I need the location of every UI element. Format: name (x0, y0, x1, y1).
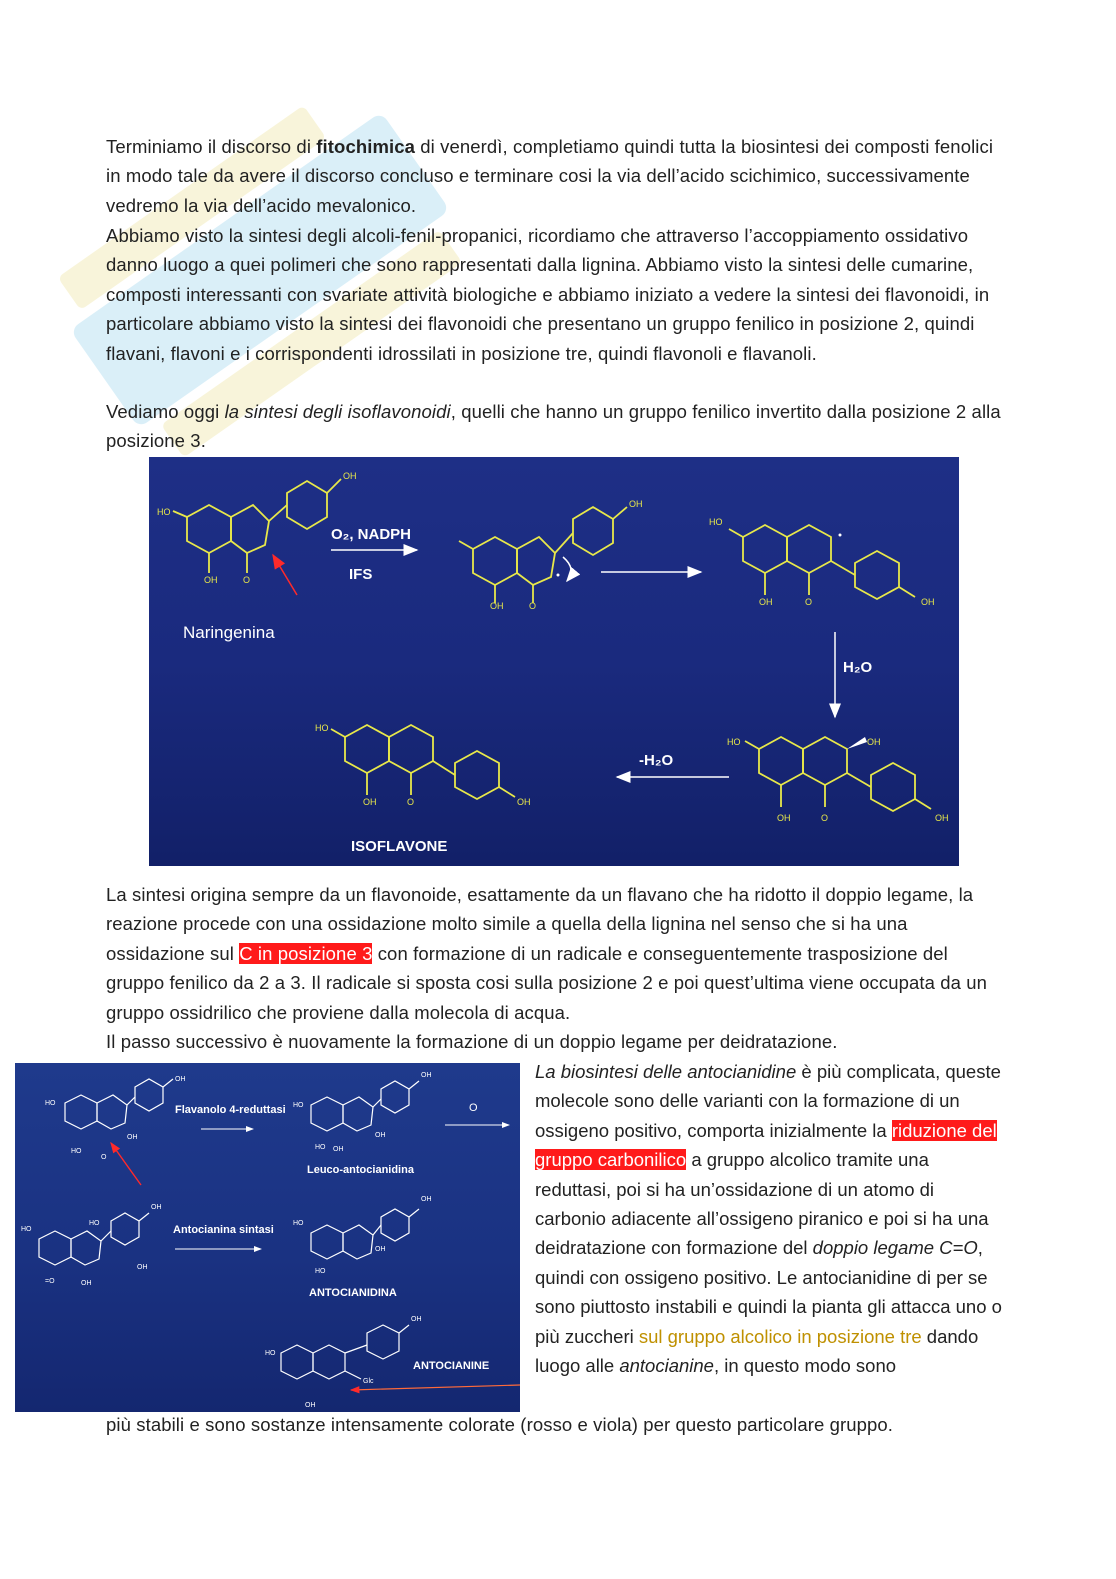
svg-text:OH: OH (137, 1264, 148, 1271)
text-span: , in questo modo sono (713, 1355, 897, 1377)
curved-electron-arrow (563, 557, 571, 581)
water-label: H₂O (843, 659, 873, 676)
leuco-ring-a (311, 1097, 343, 1131)
text-span: Il passo successivo è nuovamente la formazione di un doppio legame per deidratazione. (106, 1031, 838, 1052)
flavanol-ring-c (97, 1095, 127, 1129)
italic-term: doppio legame C=O (812, 1237, 978, 1259)
leuco-label: Leuco-antocianidina (307, 1164, 414, 1176)
highlight-carbonyl: riduzione del gruppo carbonilico (535, 1119, 997, 1171)
svg-text:Glc: Glc (363, 1378, 374, 1385)
svg-text:HO: HO (21, 1226, 32, 1233)
o-label: O (407, 797, 415, 807)
orange-pointer-arrow (351, 1385, 520, 1390)
oh-label: OH (204, 575, 218, 585)
svg-text:OH: OH (305, 1402, 316, 1409)
oh-label: OH (921, 597, 935, 607)
svg-text:OH: OH (127, 1134, 138, 1141)
red-pointer-arrow (111, 1143, 141, 1185)
svg-text:HO: HO (293, 1102, 304, 1109)
antocianidina-ring-a (311, 1225, 343, 1259)
naringenina-label: Naringenina (183, 623, 275, 642)
paragraph-antocianidine (535, 1057, 1005, 1380)
svg-text:OH: OH (175, 1076, 186, 1083)
naringenin-ring-b (287, 481, 327, 529)
reagent-label: O₂, NADPH (331, 526, 412, 543)
svg-text:OH: OH (421, 1072, 432, 1079)
highlight-position-three: sul gruppo alcolico in posizione tre (638, 1325, 922, 1347)
naringenin-ring-a (187, 505, 231, 553)
svg-text:HO: HO (315, 1144, 326, 1151)
synthase-label: Antocianina sintasi (173, 1224, 274, 1236)
oh-label: OH (490, 601, 504, 611)
svg-text:HO: HO (45, 1100, 56, 1107)
start2-ring-b (111, 1213, 139, 1245)
leuco-ring-c (343, 1097, 373, 1131)
hydroxy-ring-c (803, 737, 847, 785)
text-span: La sintesi origina sempre da un flavonoide, esattamente da un flavano che ha ridotto il doppio legame, la reazione procede con una ossidazione molto simile a quella della lignina nel senso che si ha una ossidazione sul (106, 884, 974, 964)
isoflavone-ring-a (345, 725, 389, 773)
oh-label: OH (867, 737, 881, 747)
red-pointer-arrow (273, 555, 297, 595)
o-label: O (821, 813, 829, 823)
o-label: O (529, 601, 537, 611)
italic-term: antocianine (619, 1355, 714, 1377)
oh-label: OH (629, 499, 643, 509)
reductase-label: Flavanolo 4-reduttasi (175, 1104, 286, 1116)
antocianidina-ring-b (381, 1209, 409, 1241)
oh-label: OH (759, 597, 773, 607)
leuco-ring-b (381, 1081, 409, 1113)
svg-text:HO: HO (89, 1220, 100, 1227)
o-label: O (805, 597, 813, 607)
svg-text:=O: =O (45, 1278, 55, 1285)
radical-ring-b (573, 507, 613, 555)
radical-ring-c (517, 537, 555, 585)
antocianine-ring-b (367, 1325, 399, 1359)
svg-text:OH: OH (151, 1204, 162, 1211)
text-span: Vediamo oggi (106, 401, 225, 422)
paragraph-recap (106, 221, 1006, 368)
text-span: Terminiamo il discorso di (106, 136, 317, 157)
rearranged-ring-b (855, 551, 899, 599)
paragraph-intro (106, 132, 1006, 220)
italic-term: La biosintesi delle antocianidine (535, 1061, 797, 1082)
oh-label: OH (935, 813, 949, 823)
isoflavone-label: ISOFLAVONE (351, 838, 448, 855)
svg-text:HO: HO (315, 1268, 326, 1275)
text-span: più stabili e sono sostanze intensamente colorate (rosso e viola) per questo particolare gruppo. (106, 1414, 894, 1435)
antocianidina-label: ANTOCIANIDINA (309, 1287, 397, 1299)
text-span: Abbiamo visto la sintesi degli alcoli-fenil-propanici, ricordiamo che attraverso l’accoppiamento ossidativo danno luogo a quei polimeri che sono rappresentati dalla lignina. Abbiamo visto la sintesi delle cumarine, composti interessanti con svariate attività biologiche e abbiamo iniziato a vedere la sintesi dei flavonoidi, in particolare abbiamo visto la sintesi dei flavonoidi che presentano un gruppo fenilico in posizione 2, quindi flavani, flavoni e i corrispondenti idrossilati in posizione tre, quindi flavonoli e flavanoli. (106, 225, 990, 364)
o-label: O (243, 575, 251, 585)
text-span: di venerdì, completiamo quindi tutta la biosintesi dei composti fenolici in modo tale da avere il discorso concluso e terminare cosi la via dell’acido scichimico, successivamente vedremo la via dell’acido mevalonico. (106, 136, 994, 216)
flavanol-ring-b (135, 1079, 163, 1111)
oh-label: OH (517, 797, 531, 807)
enzyme-label: IFS (349, 566, 373, 583)
bold-term: fitochimica (316, 136, 416, 157)
hydroxy-ring-a (759, 737, 803, 785)
svg-text:OH: OH (333, 1146, 344, 1153)
radical-ring-a (473, 537, 517, 585)
start2-ring-a (39, 1231, 71, 1265)
svg-text:OH: OH (375, 1246, 386, 1253)
antocianidine-scheme (15, 1063, 520, 1412)
ho-label: HO (709, 517, 723, 527)
svg-text:HO: HO (265, 1350, 276, 1357)
antocianine-ring-c (313, 1345, 345, 1379)
isoflavone-biosynthesis-figure (149, 457, 959, 866)
isoflavone-ring-c (389, 725, 433, 773)
paragraph-dehydration (106, 1027, 1006, 1056)
ho-label: HO (157, 507, 171, 517)
paragraph-isoflavonoidi (106, 397, 1006, 456)
flavanol-ring-a (65, 1095, 97, 1129)
antocianidina-ring-c (343, 1225, 373, 1259)
rearranged-ring-c (787, 525, 831, 573)
highlight-c3: C in posizione 3 (239, 942, 373, 964)
isoflavone-scheme (149, 457, 959, 866)
antocianine-label: ANTOCIANINE (413, 1360, 490, 1372)
oh-label: OH (363, 797, 377, 807)
text-span: dando luogo alle (535, 1325, 979, 1377)
wedge-bond (847, 737, 867, 749)
dehydration-label: -H₂O (639, 752, 674, 769)
hydroxy-ring-b (871, 763, 915, 811)
oh-label: OH (343, 471, 357, 481)
ho-label: HO (727, 737, 741, 747)
svg-text:HO: HO (71, 1148, 82, 1155)
text-span: con formazione di un radicale e conseguentemente trasposizione del gruppo fenilico da 2 a 3. Il radicale si sposta cosi sulla posizione 2 e poi quest’ultima viene occupata da un gruppo ossidrilico che proviene dalla molecola di acqua. (106, 942, 988, 1023)
antocianidine-biosynthesis-figure (15, 1063, 520, 1412)
oh-label: OH (777, 813, 791, 823)
paragraph-mechanism (106, 880, 1006, 1027)
svg-text:OH: OH (421, 1196, 432, 1203)
italic-term: la sintesi degli isoflavonoidi (224, 401, 451, 422)
isoflavone-ring-b (455, 751, 499, 799)
svg-text:OH: OH (411, 1316, 422, 1323)
paragraph-antocianine-stability (106, 1410, 1006, 1439)
rearranged-ring-a (743, 525, 787, 573)
text-span: è più complicata, queste molecole sono delle varianti con la formazione di un ossigeno positivo, comporta inizialmente la (535, 1061, 1001, 1141)
svg-text:OH: OH (375, 1132, 386, 1139)
svg-text:O: O (101, 1154, 107, 1161)
antocianine-ring-a (281, 1345, 313, 1379)
text-span: , quindi con ossigeno positivo. Le antocianidine di per se sono piuttosto instabili e quindi la pianta gli attacca uno o più zuccheri (535, 1237, 1002, 1347)
text-span: , quelli che hanno un gruppo fenilico invertito dalla posizione 2 alla posizione 3. (106, 401, 1001, 452)
naringenin-ring-c (231, 505, 269, 553)
ho-label: HO (315, 723, 329, 733)
start2-ring-c (71, 1231, 101, 1265)
oxidation-label: O (469, 1102, 478, 1114)
text-span: a gruppo alcolico tramite una reduttasi, poi si ha un’ossidazione di un atomo di carbonio adiacente all’ossigeno piranico e poi si ha una deidratazione con formazione del (535, 1149, 989, 1259)
svg-text:OH: OH (81, 1280, 92, 1287)
svg-text:HO: HO (293, 1220, 304, 1227)
